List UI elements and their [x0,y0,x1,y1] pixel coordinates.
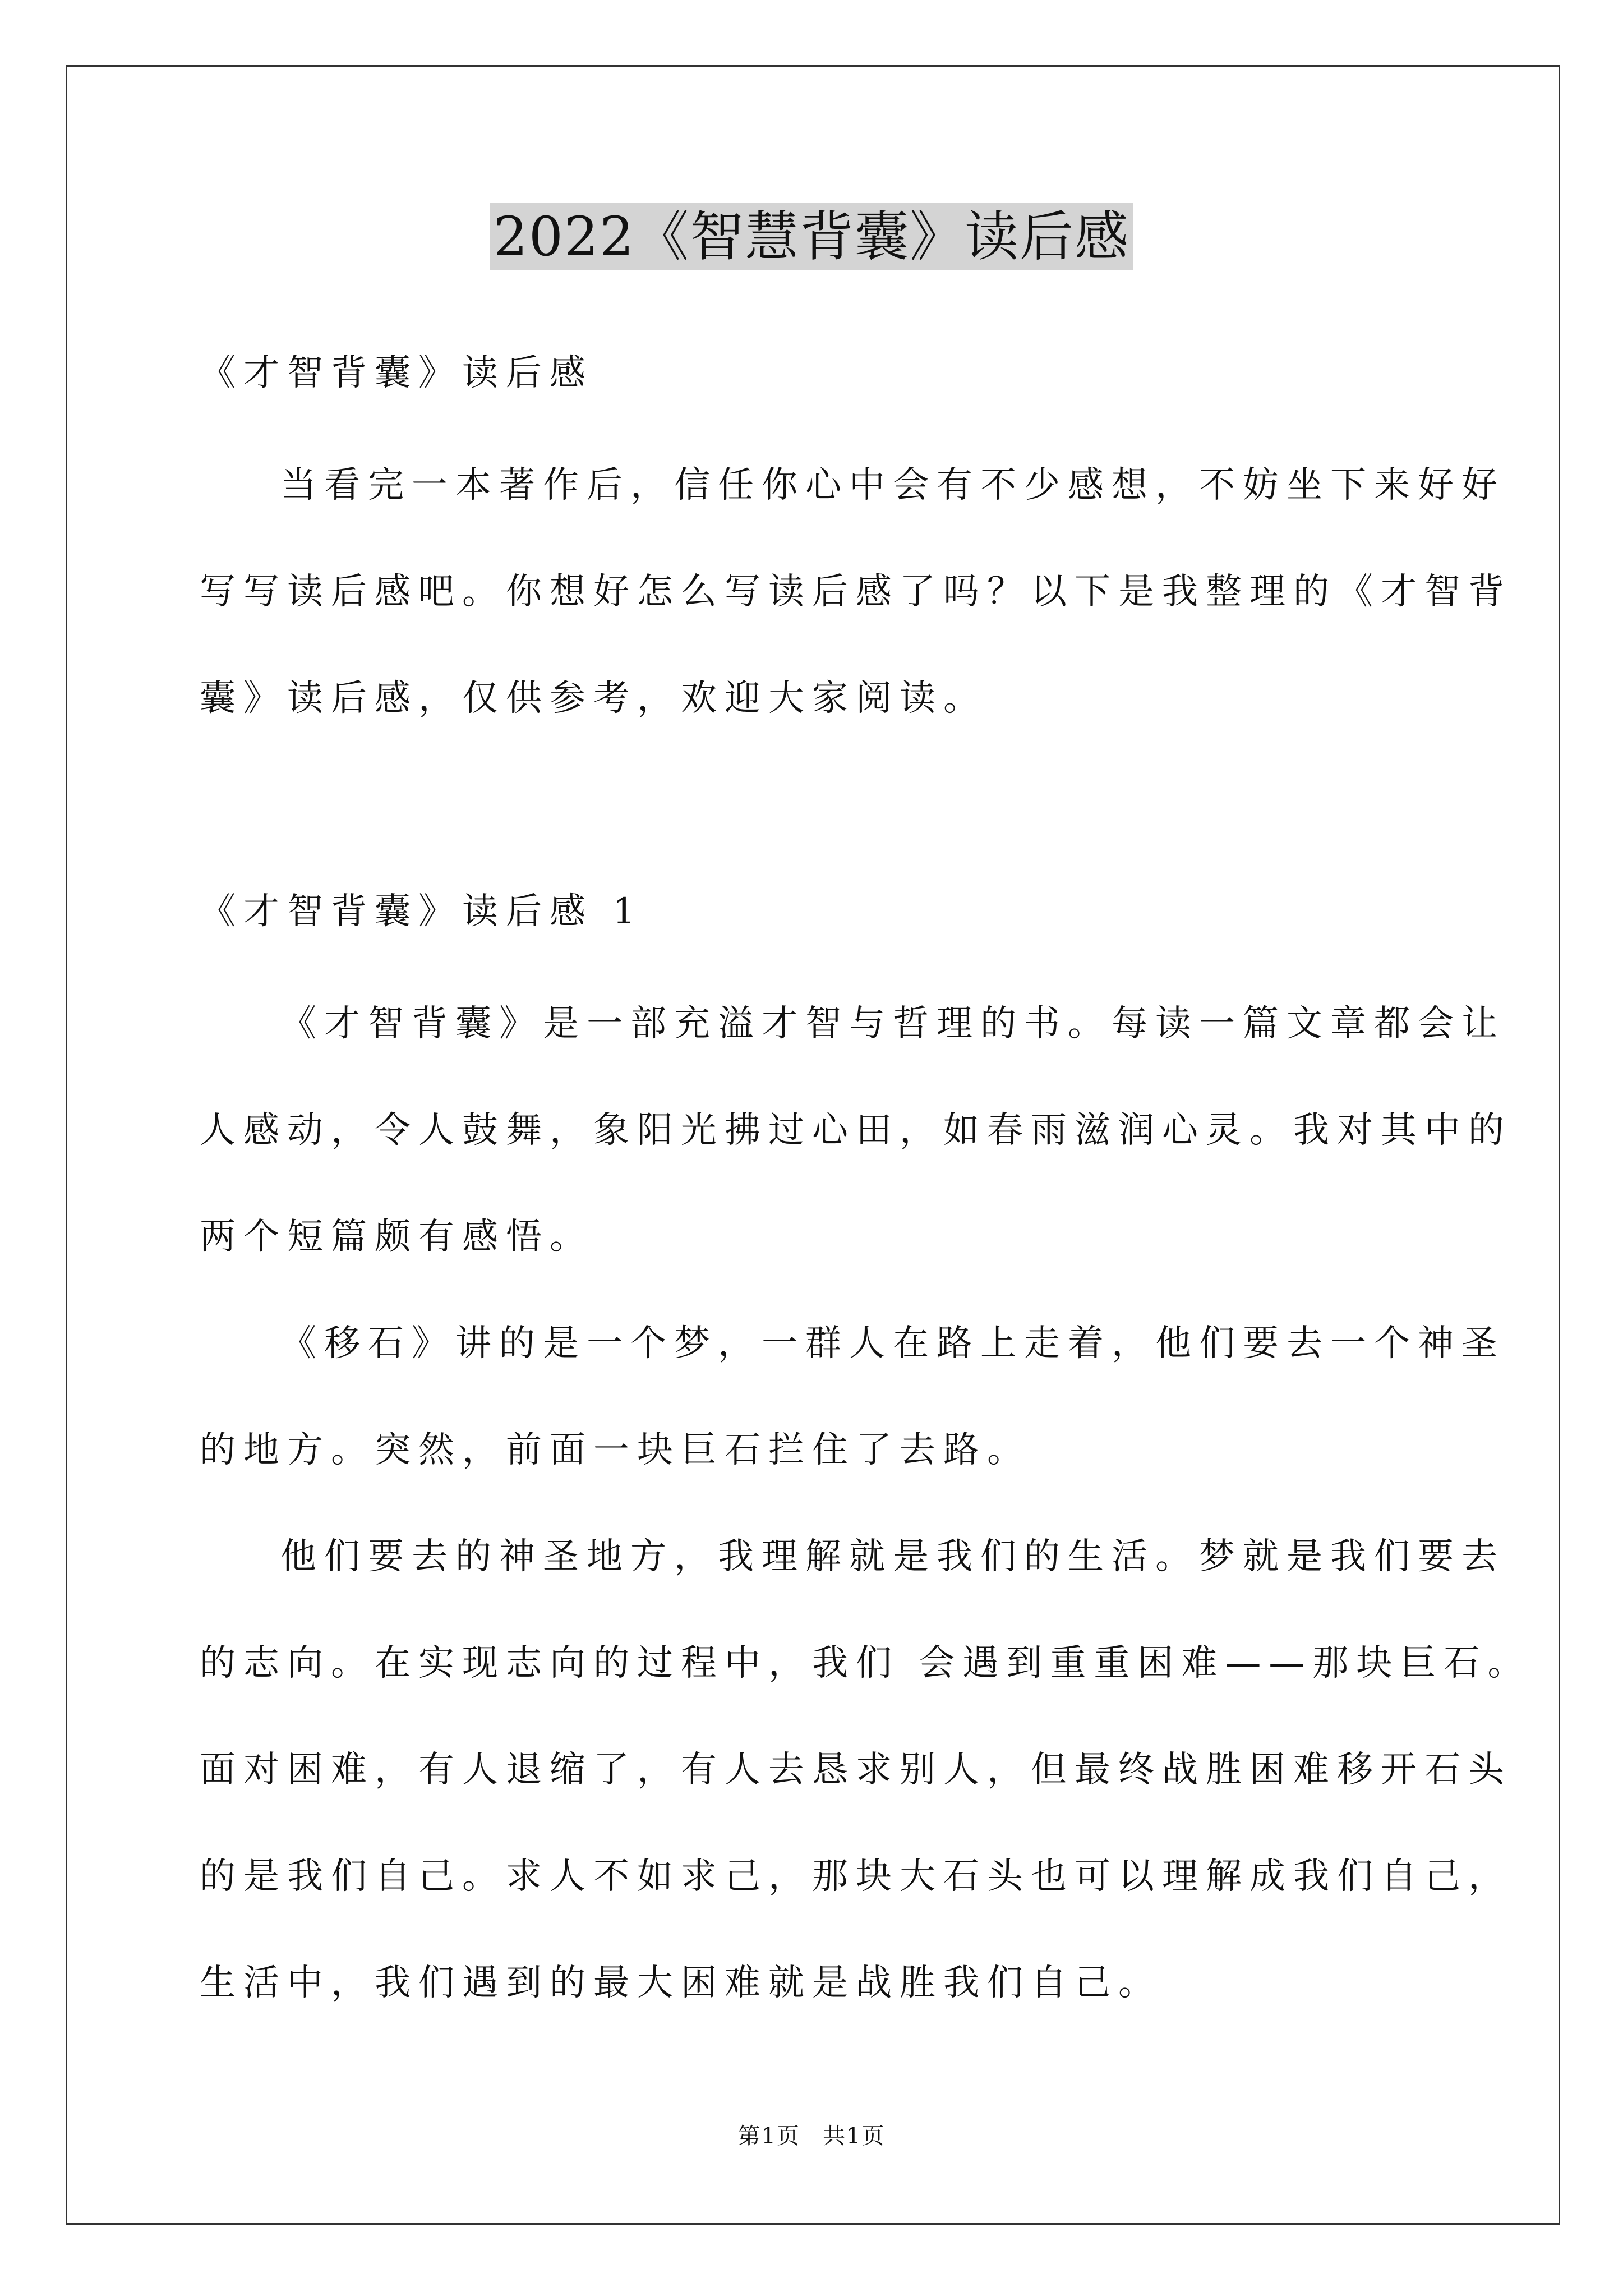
paragraph-line: 面对困难，有人退缩了，有人去恳求别人，但最终战胜困难移开石头 [200,1749,1512,1791]
paragraph-line: 的地方。突然，前面一块巨石拦住了去路。 [200,1429,1031,1471]
section-heading: 《才智背囊》读后感 1 [200,891,644,932]
page-number: 第1页 [737,2123,800,2149]
paragraph-line: 的是我们自己。求人不如求己，那块大石头也可以理解成我们自己， [200,1856,1512,1897]
document-title-text: 2022《智慧背囊》读后感 [490,203,1133,270]
subtitle-line: 《才智背囊》读后感 [200,352,593,394]
paragraph-line: 写写读后感吧。你想好怎么写读后感了吗？以下是我整理的《才智背 [200,571,1512,613]
paragraph-line: 两个短篇颇有感悟。 [200,1216,593,1258]
paragraph-line: 他们要去的神圣地方，我理解就是我们的生活。梦就是我们要去 [280,1536,1505,1577]
page-footer [0,2119,1623,2153]
paragraph-line: 囊》读后感，仅供参考，欢迎大家阅读。 [200,678,987,719]
paragraph-line: 《移石》讲的是一个梦，一群人在路上走着，他们要去一个神圣 [280,1323,1505,1364]
paragraph-line: 《才智背囊》是一部充溢才智与哲理的书。每读一篇文章都会让 [280,1003,1505,1045]
paragraph-line: 生活中，我们遇到的最大困难就是战胜我们自己。 [200,1962,1162,2004]
page-total: 共1页 [823,2123,886,2149]
paragraph-line: 的志向。在实现志向的过程中，我们 会遇到重重困难——那块巨石。 [200,1642,1532,1684]
paragraph-line: 人感动，令人鼓舞，象阳光拂过心田，如春雨滋润心灵。我对其中的 [200,1110,1512,1151]
document-title [0,200,1623,273]
paragraph-line: 当看完一本著作后，信任你心中会有不少感想，不妨坐下来好好 [280,464,1505,506]
